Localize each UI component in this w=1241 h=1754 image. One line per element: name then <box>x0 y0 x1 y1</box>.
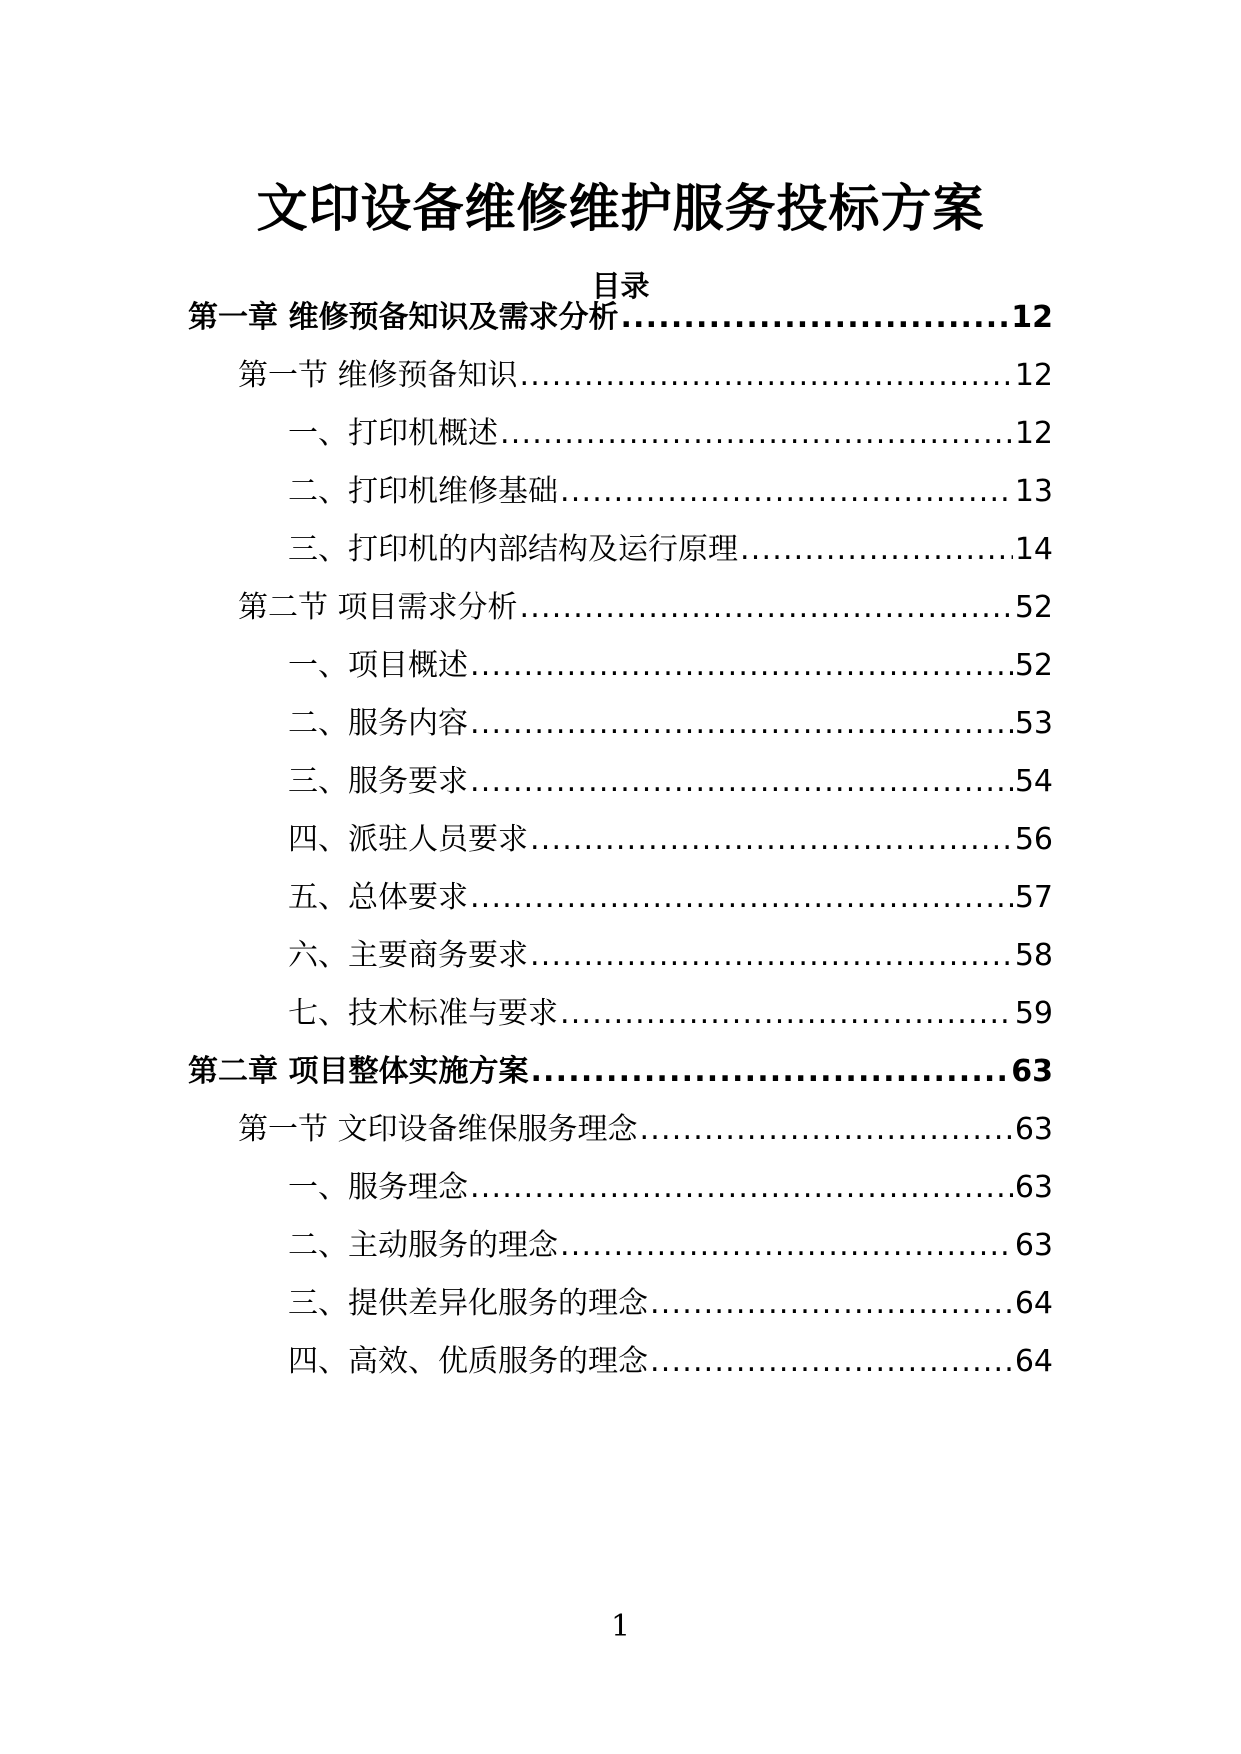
toc-entry-item[interactable] <box>288 642 1053 686</box>
toc-entry-label: 三、提供差异化服务的理念 <box>288 1286 648 1321</box>
dot-leader <box>470 878 1013 918</box>
toc-entry-label: 一、项目概述 <box>288 648 468 683</box>
toc-entry-page: 63 <box>1014 1112 1053 1147</box>
toc-entry-page: 53 <box>1014 706 1053 741</box>
toc-entry-page: 59 <box>1014 996 1053 1031</box>
toc-entry-page: 64 <box>1014 1344 1053 1379</box>
toc-entry-label: 二、主动服务的理念 <box>288 1228 558 1263</box>
toc-entry-page: 63 <box>1011 1054 1053 1089</box>
toc-entry-label: 二、服务内容 <box>288 706 468 741</box>
toc-entry-label: 第一节 维修预备知识 <box>238 358 518 393</box>
toc-entry-label: 三、打印机的内部结构及运行原理 <box>288 532 738 567</box>
toc-entry-page: 12 <box>1011 300 1053 335</box>
toc-entry-page: 14 <box>1014 532 1053 567</box>
toc-entry-label: 四、高效、优质服务的理念 <box>288 1344 648 1379</box>
dot-leader <box>560 994 1013 1034</box>
toc-entry-page: 12 <box>1014 416 1053 451</box>
toc-entry-page: 52 <box>1014 590 1053 625</box>
toc-entry-label: 第二节 项目需求分析 <box>238 590 518 625</box>
toc-entry-label: 二、打印机维修基础 <box>288 474 558 509</box>
dot-leader <box>530 1052 1009 1092</box>
toc-entry-page: 58 <box>1014 938 1053 973</box>
toc-entry-label: 六、主要商务要求 <box>288 938 528 973</box>
toc-entry-label: 四、派驻人员要求 <box>288 822 528 857</box>
toc-entry-label: 五、总体要求 <box>288 880 468 915</box>
toc-entry-page: 57 <box>1014 880 1053 915</box>
toc-entry-chapter[interactable] <box>188 1048 1053 1092</box>
toc-entry-page: 52 <box>1014 648 1053 683</box>
toc-entry-label: 三、服务要求 <box>288 764 468 799</box>
toc-entry-section[interactable] <box>238 1106 1053 1150</box>
toc-entry-item[interactable] <box>288 1280 1053 1324</box>
toc-entry-section[interactable] <box>238 352 1053 396</box>
toc-entry-item[interactable] <box>288 468 1053 512</box>
dot-leader <box>520 588 1013 628</box>
toc-entry-item[interactable] <box>288 874 1053 918</box>
toc-entry-item[interactable] <box>288 1164 1053 1208</box>
toc-entry-item[interactable] <box>288 932 1053 976</box>
document-title: 文印设备维修维护服务投标方案 <box>256 180 985 239</box>
toc-entry-page: 63 <box>1014 1228 1053 1263</box>
page-number: 1 <box>610 1609 631 1644</box>
dot-leader <box>650 1284 1013 1324</box>
dot-leader <box>620 298 1009 338</box>
dot-leader <box>470 1168 1013 1208</box>
toc-entry-item[interactable] <box>288 816 1053 860</box>
toc-entry-page: 63 <box>1014 1170 1053 1205</box>
toc-entry-page: 56 <box>1014 822 1053 857</box>
dot-leader <box>470 646 1013 686</box>
toc-entry-item[interactable] <box>288 758 1053 802</box>
toc-entry-section[interactable] <box>238 584 1053 628</box>
toc-entry-page: 13 <box>1014 474 1053 509</box>
toc-entry-label: 第二章 项目整体实施方案 <box>188 1054 529 1089</box>
toc-entry-label: 一、服务理念 <box>288 1170 468 1205</box>
toc-entry-label: 七、技术标准与要求 <box>288 996 558 1031</box>
toc-entry-chapter[interactable] <box>188 294 1053 338</box>
toc-entry-item[interactable] <box>288 700 1053 744</box>
toc-entry-item[interactable] <box>288 1222 1053 1266</box>
toc-entry-label: 一、打印机概述 <box>288 416 498 451</box>
toc-entry-page: 12 <box>1014 358 1053 393</box>
dot-leader <box>530 936 1013 976</box>
toc-heading: 目录 <box>591 269 650 303</box>
toc-entry-item[interactable] <box>288 1338 1053 1382</box>
dot-leader <box>560 1226 1013 1266</box>
toc-entry-page: 64 <box>1014 1286 1053 1321</box>
dot-leader <box>470 704 1013 744</box>
dot-leader <box>500 414 1013 454</box>
dot-leader <box>650 1342 1013 1382</box>
dot-leader <box>560 472 1013 512</box>
dot-leader <box>520 356 1013 396</box>
toc-entry-page: 54 <box>1014 764 1053 799</box>
toc-entry-item[interactable] <box>288 990 1053 1034</box>
dot-leader <box>640 1110 1013 1150</box>
toc-entry-item[interactable] <box>288 410 1053 454</box>
dot-leader <box>740 530 1013 570</box>
toc-entry-label: 第一章 维修预备知识及需求分析 <box>188 300 619 335</box>
dot-leader <box>470 762 1013 802</box>
dot-leader <box>530 820 1013 860</box>
toc-entry-label: 第一节 文印设备维保服务理念 <box>238 1112 638 1147</box>
toc-entry-item[interactable] <box>288 526 1053 570</box>
